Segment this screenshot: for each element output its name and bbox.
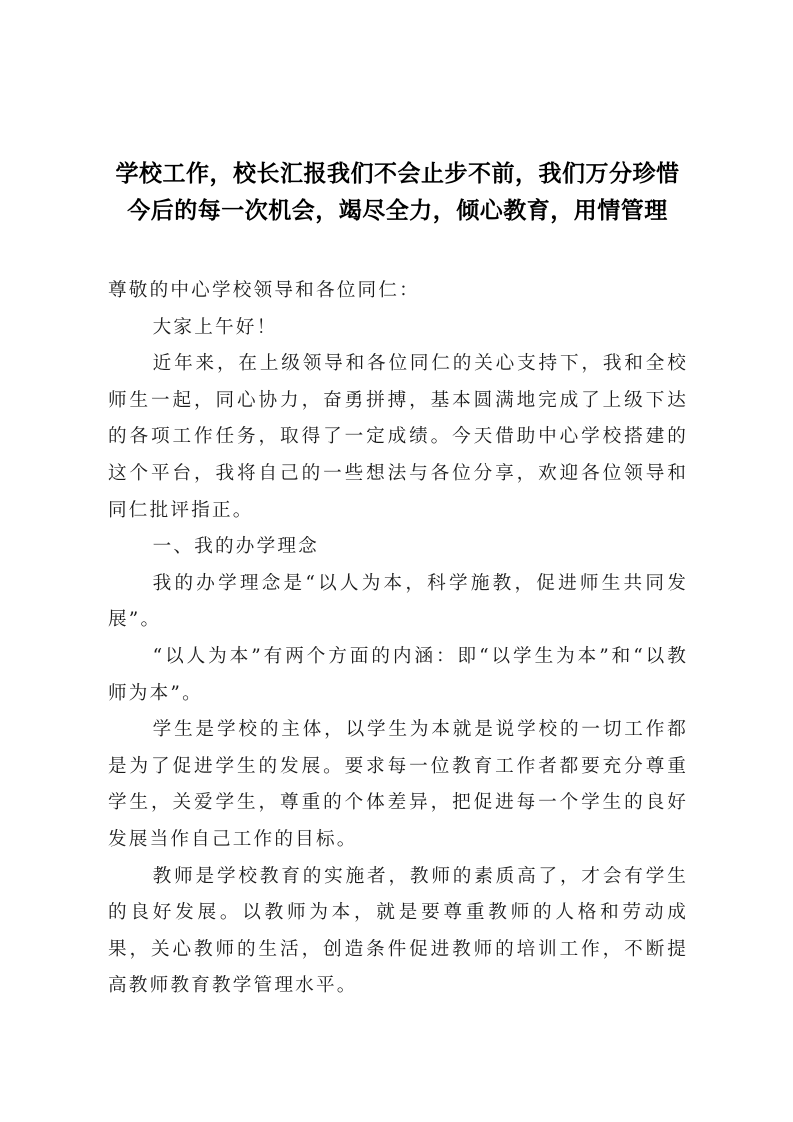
section-1-paragraph-1: 我的办学理念是“以人为本，科学施教，促进师生共同发展”。 (108, 572, 688, 631)
greeting: 大家上午好！ (152, 316, 278, 338)
section-1-paragraph-2: “以人为本”有两个方面的内涵：即“以学生为本”和“以教师为本”。 (108, 645, 688, 704)
document-title (100, 156, 695, 230)
title-line-1: 学校工作，校长汇报我们不会止步不前，我们万分珍惜 (115, 161, 680, 187)
section-heading-1: 一、我的办学理念 (152, 536, 319, 558)
section-1-paragraph-4: 教师是学校教育的实施者，教师的素质高了，才会有学生的良好发展。以教师为本，就是要尊重教师的人格和劳动成果，关心教师的生活，创造条件促进教师的培训工作，不断提高教师教育教学管理水平。 (108, 865, 688, 997)
intro-paragraph: 近年来，在上级领导和各位同仁的关心支持下，我和全校师生一起，同心协力，奋勇拼搏，基本圆满地完成了上级下达的各项工作任务，取得了一定成绩。今天借助中心学校搭建的这个平台，我将自己的一些想法与各位分享，欢迎各位领导和同仁批评指正。 (108, 353, 688, 521)
section-1-paragraph-3: 学生是学校的主体，以学生为本就是说学校的一切工作都是为了促进学生的发展。要求每一位教育工作者都要充分尊重学生，关爱学生，尊重的个体差异，把促进每一个学生的良好发展当作自己工作的目标。 (108, 719, 688, 850)
salutation: 尊敬的中心学校领导和各位同仁： (108, 280, 420, 301)
document-body (108, 273, 688, 1005)
title-line-2: 今后的每一次机会，竭尽全力，倾心教育，用情管理 (127, 198, 668, 224)
